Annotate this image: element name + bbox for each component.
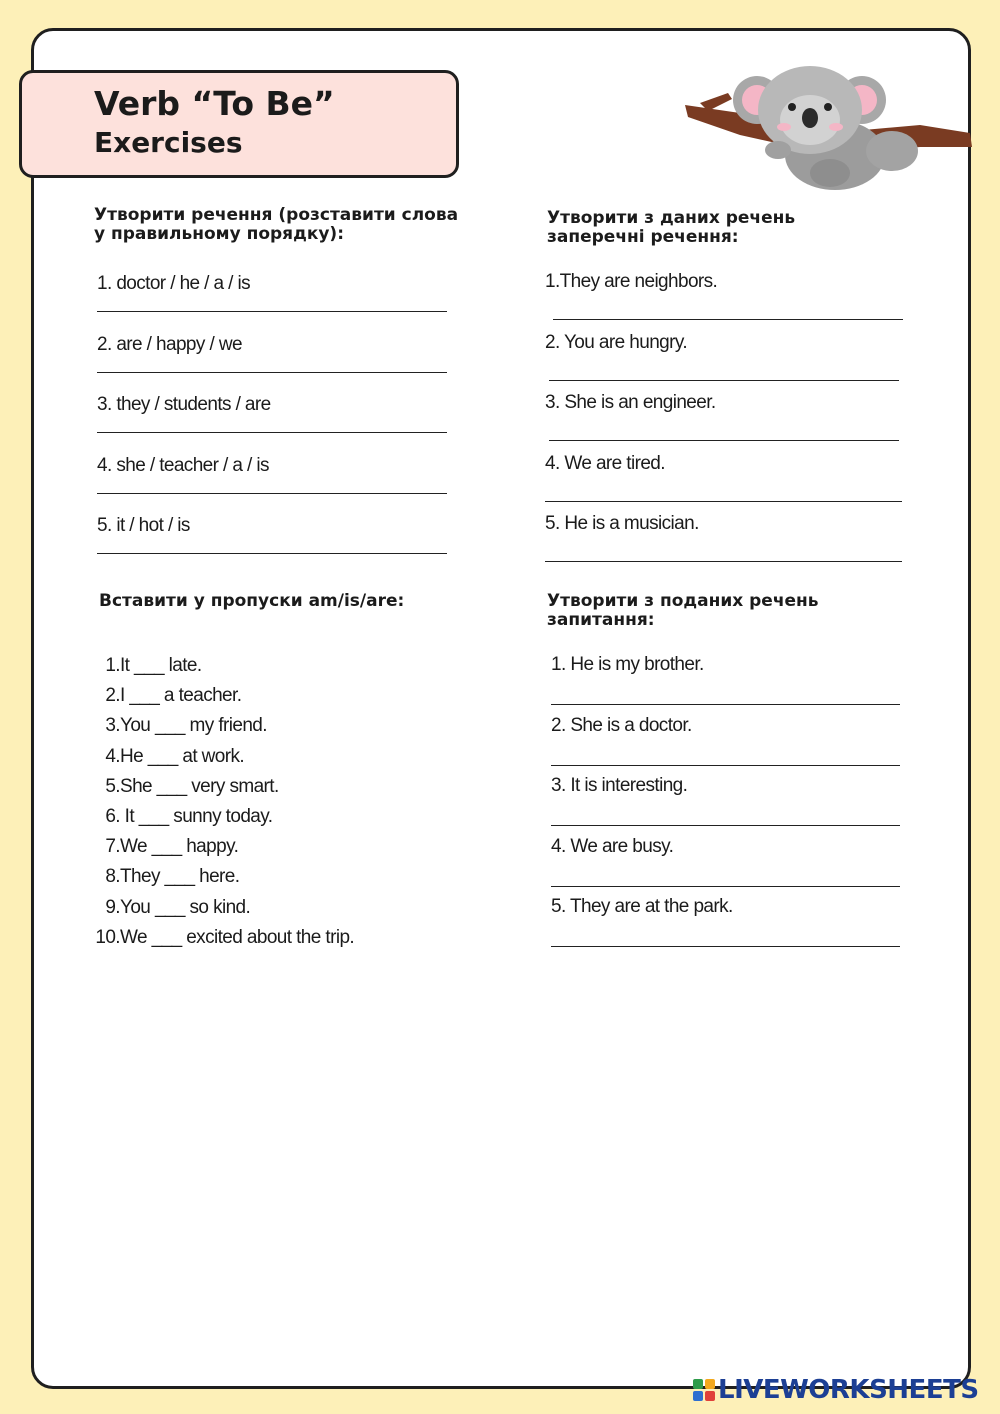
list-item [90,806,354,836]
fill-in-sentence[interactable]: It ___ sunny today. [120,805,273,827]
section2-list [545,268,905,571]
fill-in-sentence[interactable]: We ___ excited about the trip. [120,926,355,948]
section2-heading [547,209,795,247]
section4-heading-line1: Утворити з поданих речень [547,591,819,611]
fill-in-sentence[interactable]: I ___ a teacher. [120,685,242,707]
section1-list [97,270,457,573]
exercise-prompt: 2. are / happy / we [97,333,242,355]
exercise-prompt: 1. doctor / he / a / is [97,273,251,294]
item-number: 4. [105,745,120,767]
exercise-prompt: 5. He is a musician. [545,513,699,534]
list-item [90,927,354,957]
list-item [90,776,354,806]
exercise-prompt: 4. We are busy. [551,835,674,857]
item-number: 5. [105,775,120,797]
fill-in-sentence[interactable]: You ___ so kind. [120,896,251,918]
list-item [545,329,905,390]
answer-line[interactable] [97,553,447,554]
list-item [97,391,457,452]
list-item [551,772,911,833]
exercise-prompt: 5. it / hot / is [97,515,190,536]
list-item [551,893,911,954]
section2-heading-line2: заперечні речення: [547,227,739,247]
page-title: Verb “To Be” [94,84,335,123]
exercise-prompt: 2. She is a doctor. [551,714,692,736]
fill-in-sentence[interactable]: He ___ at work. [120,745,245,767]
exercise-prompt: 2. You are hungry. [545,331,688,353]
answer-line[interactable] [545,501,902,502]
exercise-prompt: 1.They are neighbors. [545,271,718,292]
section1-heading-line1: Утворити речення (розставити слова [94,205,459,225]
section1-heading-line2: у правильному порядку): [94,224,345,244]
item-number: 10. [95,926,120,948]
exercise-prompt: 4. We are tired. [545,452,665,474]
section3-list [90,655,354,957]
answer-line[interactable] [551,704,900,705]
list-item [551,712,911,773]
exercise-prompt: 3. It is interesting. [551,775,688,796]
list-item [545,510,905,571]
logo-text: LIVEWORKSHEETS [718,1375,979,1405]
answer-line[interactable] [97,432,447,433]
answer-line[interactable] [549,380,899,381]
item-number: 8. [105,866,120,888]
exercise-prompt: 4. she / teacher / a / is [97,454,269,476]
section4-list [551,651,911,954]
list-item [551,651,911,712]
list-item [545,450,905,511]
list-item [545,268,905,329]
list-item [90,685,354,715]
list-item [97,270,457,331]
section1-heading [94,206,458,244]
section4-heading [547,592,819,630]
liveworksheets-logo-icon [693,1379,715,1401]
fill-in-sentence[interactable]: They ___ here. [120,866,240,888]
item-number: 3. [105,715,120,737]
answer-line[interactable] [551,946,900,947]
section4-heading-line2: запитання: [547,610,655,630]
answer-line[interactable] [551,886,900,887]
answer-line[interactable] [553,319,903,320]
item-number: 2. [105,685,120,707]
item-number: 1. [105,655,120,676]
answer-line[interactable] [551,765,900,766]
answer-line[interactable] [545,561,902,562]
list-item [97,331,457,392]
list-item [97,512,457,573]
list-item [90,866,354,896]
list-item [97,452,457,513]
section3-heading: Вставити у пропуски am/is/are: [99,591,405,611]
fill-in-sentence[interactable]: You ___ my friend. [120,715,267,737]
fill-in-sentence[interactable]: It ___ late. [120,655,202,676]
exercise-prompt: 3. they / students / are [97,394,271,415]
fill-in-sentence[interactable]: We ___ happy. [120,836,239,858]
liveworksheets-logo[interactable] [693,1375,979,1405]
list-item [90,655,354,685]
list-item [545,389,905,450]
fill-in-sentence[interactable]: She ___ very smart. [120,775,279,797]
list-item [90,715,354,745]
list-item [90,746,354,776]
list-item [90,836,354,866]
answer-line[interactable] [97,372,447,373]
exercise-prompt: 1. He is my brother. [551,654,704,675]
section2-heading-line1: Утворити з даних речень [547,208,796,228]
page-subtitle: Exercises [94,126,243,159]
answer-line[interactable] [97,493,447,494]
answer-line[interactable] [551,825,900,826]
koala-on-branch-icon [680,55,975,195]
list-item [90,897,354,927]
list-item [551,833,911,894]
item-number: 7. [105,836,120,858]
answer-line[interactable] [549,440,899,441]
answer-line[interactable] [97,311,447,312]
exercise-prompt: 5. They are at the park. [551,896,733,917]
item-number: 6. [105,805,120,827]
exercise-prompt: 3. She is an engineer. [545,392,716,413]
item-number: 9. [105,896,120,918]
